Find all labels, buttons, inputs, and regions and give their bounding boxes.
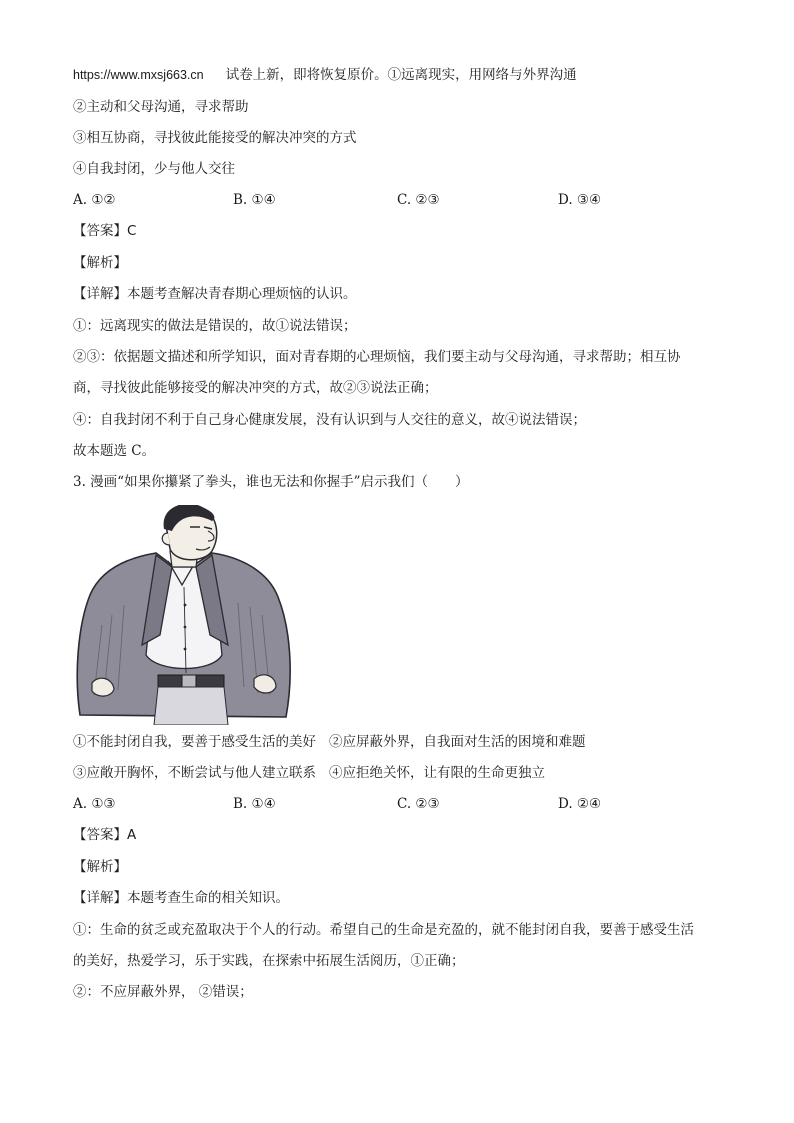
- q3-statement-4: ④应拒绝关怀，让有限的生命更独立: [329, 765, 545, 781]
- q2-detail-1: ①：远离现实的做法是错误的，故①说法错误；: [73, 318, 357, 334]
- q3-option-a: A. ①③: [73, 796, 116, 812]
- q2-option-d: D. ③④: [558, 192, 602, 208]
- q3-option-b: B. ①④: [233, 796, 276, 812]
- header-line-text: 试卷上新，即将恢复原价。①远离现实，用网络与外界沟通: [225, 67, 577, 83]
- q2-answer: 【答案】C: [73, 223, 137, 239]
- q3-detail-3: ②：不应屏蔽外界， ②错误；: [73, 984, 253, 1000]
- q2-detail-2: ②③：依据题文描述和所学知识，面对青春期的心理烦恼，我们要主动与父母沟通，寻求帮助；相互协: [73, 349, 681, 365]
- q2-analysis-label: 【解析】: [73, 255, 127, 271]
- q2-option-c: C. ②③: [397, 192, 440, 208]
- q2-detail-3: 商，寻找彼此能够接受的解决冲突的方式，故②③说法正确；: [73, 380, 438, 396]
- q3-detail-1: ①：生命的贫乏或充盈取决于个人的行动。希望自己的生命是充盈的，就不能封闭自我，要善于感受生活: [73, 922, 694, 938]
- q2-statement-4: ④自我封闭，少与他人交往: [73, 161, 235, 177]
- q3-option-c: C. ②③: [397, 796, 440, 812]
- q3-detail-0: 【详解】本题考查生命的相关知识。: [73, 890, 289, 906]
- q2-statement-3: ③相互协商，寻找彼此能接受的解决冲突的方式: [73, 130, 357, 146]
- q2-option-a: A. ①②: [73, 192, 116, 208]
- q2-option-b: B. ①④: [233, 192, 276, 208]
- q3-detail-2: 的美好，热爱学习，乐于实践，在探索中拓展生活阅历，①正确；: [73, 953, 465, 969]
- q3-statement-1: ①不能封闭自我，要善于感受生活的美好: [73, 734, 316, 750]
- q2-detail-5: 故本题选 C。: [73, 443, 156, 459]
- source-url: https://www.mxsj663.cn: [73, 68, 204, 82]
- q3-analysis-label: 【解析】: [73, 859, 127, 875]
- q3-answer: 【答案】A: [73, 827, 137, 843]
- cartoon-man-illustration: [72, 505, 296, 725]
- q2-statement-2: ②主动和父母沟通，寻求帮助: [73, 99, 249, 115]
- q3-stem: 3. 漫画“如果你攥紧了拳头，谁也无法和你握手”启示我们（ ）: [73, 474, 469, 490]
- q3-statement-3: ③应敞开胸怀，不断尝试与他人建立联系: [73, 765, 316, 781]
- q2-detail-4: ④：自我封闭不利于自己身心健康发展，没有认识到与人交往的意义，故④说法错误；: [73, 412, 586, 428]
- q3-statement-2: ②应屏蔽外界，自我面对生活的困境和难题: [329, 734, 586, 750]
- header-line: [73, 66, 577, 84]
- q3-option-d: D. ②④: [558, 796, 602, 812]
- q2-detail-0: 【详解】本题考查解决青春期心理烦恼的认识。: [73, 286, 357, 302]
